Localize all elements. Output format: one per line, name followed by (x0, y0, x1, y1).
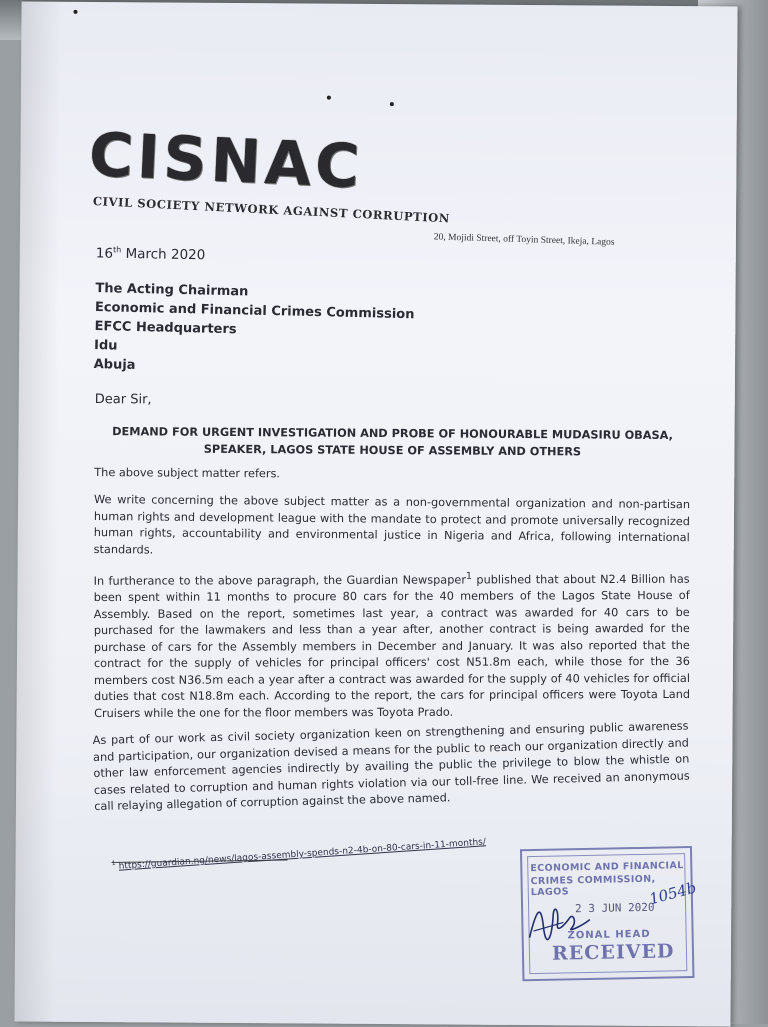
punch-dot (390, 102, 394, 106)
received-stamp (520, 846, 699, 981)
organization-address: 20, Mojidi Street, off Toyin Street, Ikeja, Lagos (433, 232, 615, 248)
punch-dot (327, 96, 331, 100)
letter-body (92, 245, 692, 831)
paragraph-report-text: published that about N2.4 Billion has been spent within 11 months to procure 80 cars for the 40 members of the Lagos State House of Assembly. Based on the report, sometimes last year, a contract was awarded for 40 cars to be purchased for the lawmakers and less than a year after, another contract is being awarded for the purchase of cars for the Assembly members in December and January. It was also reported that the contract for the supply of vehicles for principal officers' cost N51.8m each, while those for the 36 members cost N36.5m each a year after a contract was awarded for the supply of 40 vehicles for official duties that cost N18.8m each. According to the report, the cars for principal officers were Toyota Land Cruisers while the one for the floor members was Toyota Prado. (93, 572, 691, 720)
handwritten-number: 1054b (647, 878, 699, 909)
punch-dot (73, 10, 77, 14)
recipient-line: The Acting Chairman (95, 280, 249, 300)
stamp-agency-line: CRIMES COMMISSION, LAGOS (530, 873, 656, 899)
paragraph-whistleblow: As part of our work as civil society organization keen on strengthening and ensuring public awareness and participation, our organization devised a means for the public to reach our organization directly and other law enforcement agencies indirectly by availing the public the privilege to blow the whistle on cases related to corruption and human rights violation via our toll-free line. We received an anonymous call relaying allegation of corruption against the above named. (92, 719, 690, 814)
date-suffix: th (113, 245, 122, 255)
paragraph-report-text: In furtherance to the above paragraph, the Guardian Newspaper (93, 573, 467, 588)
footnote (112, 832, 532, 872)
paragraph-mandate: We write concerning the above subject matter as a non-governmental organization and non-partisan human rights and development league with the mandate to protect and promote universally recognized human rights, accountability and environmental justice in Nigeria and Africa, following international standards. (93, 493, 691, 557)
recipient-line: Idu (93, 337, 118, 354)
paragraph-report (94, 568, 691, 722)
paragraph-intro: The above subject matter refers. (94, 465, 281, 480)
stamp-agency-line: ECONOMIC AND FINANCIAL (530, 860, 684, 875)
cisnac-logo: CISNAC (87, 119, 365, 203)
footnote-link[interactable]: https://guardian.ng/news/lagos-assembly-spends-n2-4b-on-80-cars-in-11-months/ (118, 837, 487, 872)
footnote-reference: 1 (465, 570, 472, 582)
recipient-block (93, 279, 691, 387)
recipient-line: Economic and Financial Crimes Commission (94, 299, 415, 322)
date-month-year: March 2020 (121, 245, 206, 264)
organization-tagline: CIVIL SOCIETY NETWORK AGAINST CORRUPTION (92, 194, 451, 226)
stamp-zonal-head: ZONAL HEAD (567, 928, 651, 942)
salutation: Dear Sir, (94, 391, 152, 407)
subject-heading: DEMAND FOR URGENT INVESTIGATION AND PROBE OF HONOURABLE MUDASIRU OBASA, SPEAKER, LAGOS STATE HOUSE OF ASSEMBLY AND OTHERS (112, 424, 673, 458)
recipient-line: Abuja (93, 356, 136, 373)
date-day: 16 (95, 245, 114, 262)
footnote-marker: 1 (111, 859, 116, 868)
stamp-date: 2 3 JUN 2020 (574, 900, 655, 916)
recipient-line: EFCC Headquarters (94, 318, 237, 337)
letter-sheet (14, 2, 737, 1027)
letter-date (96, 245, 692, 272)
stamp-received: RECEIVED (551, 940, 675, 965)
